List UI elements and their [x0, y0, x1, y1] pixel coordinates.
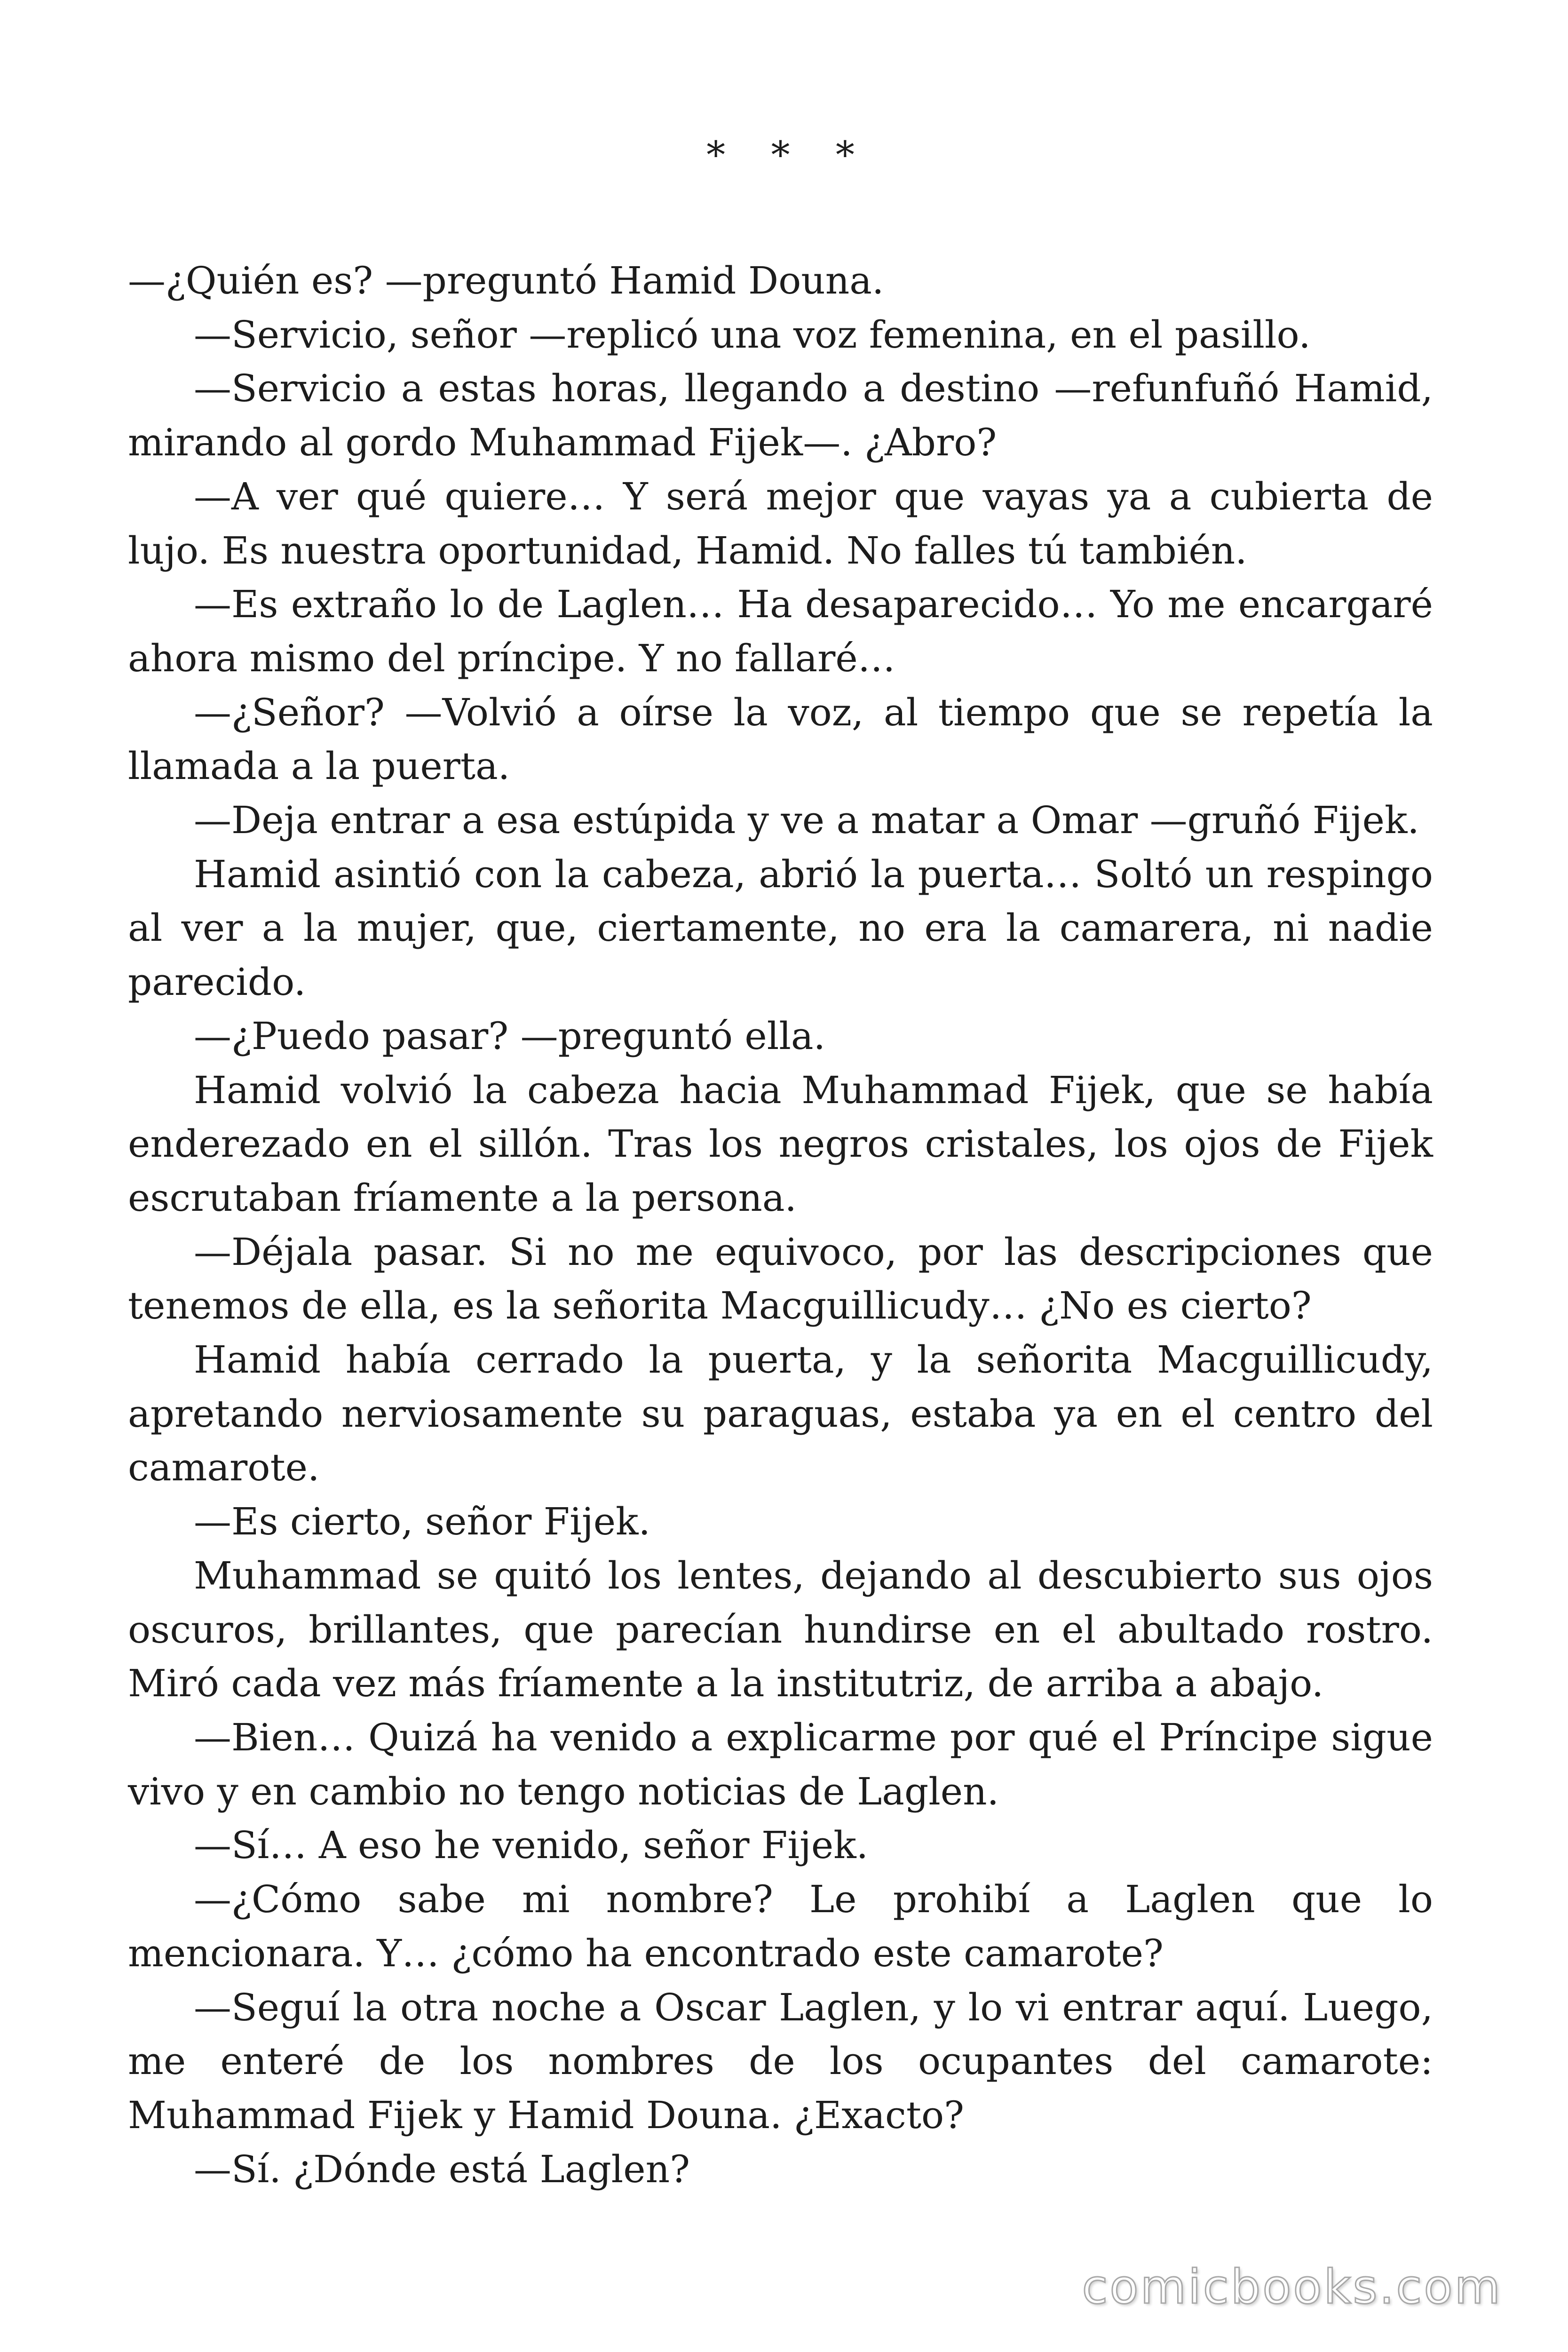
- paragraph: —Sí… A eso he venido, señor Fijek.: [194, 1823, 869, 1867]
- paragraph: —¿Señor? —Volvió a oírse la voz, al tiempo que se repetía la llamada a la puerta.: [128, 690, 1433, 788]
- paragraph: —Es extraño lo de Laglen… Ha desaparecido… Yo me encargaré ahora mismo del príncipe. Y no fallaré…: [128, 582, 1433, 680]
- paragraph: —Servicio, señor —replicó una voz femenina, en el pasillo.: [194, 312, 1311, 357]
- paragraph: —Es cierto, señor Fijek.: [194, 1500, 650, 1544]
- scene-break: * * *: [706, 133, 871, 177]
- paragraph: —Bien… Quizá ha venido a explicarme por qué el Príncipe sigue vivo y en cambio no tengo noticias de Laglen.: [128, 1715, 1433, 1813]
- paragraph: —Déjala pasar. Si no me equivoco, por las descripciones que tenemos de ella, es la señorita Macguillicudy… ¿No es cierto?: [128, 1230, 1433, 1328]
- paragraph: —Sí. ¿Dónde está Laglen?: [194, 2147, 690, 2191]
- paragraph: —Servicio a estas horas, llegando a destino —refunfuñó Hamid, mirando al gordo Muhammad Fijek—. ¿Abro?: [128, 366, 1433, 465]
- paragraph: —Seguí la otra noche a Oscar Laglen, y lo vi entrar aquí. Luego, me enteré de los nombres de los ocupantes del camarote: Muhammad Fijek y Hamid Douna. ¿Exacto?: [128, 1985, 1433, 2137]
- text-body: [128, 254, 1433, 2196]
- paragraph: Hamid había cerrado la puerta, y la señorita Macguillicudy, apretando nerviosamente su paraguas, estaba ya en el centro del camarote.: [128, 1338, 1433, 1490]
- book-page: [128, 127, 1433, 2196]
- watermark: comicbooks.com: [1082, 2259, 1502, 2314]
- paragraph: —Deja entrar a esa estúpida y ve a matar a Omar —gruñó Fijek.: [194, 798, 1419, 842]
- paragraph: Hamid volvió la cabeza hacia Muhammad Fijek, que se había enderezado en el sillón. Tras los negros cristales, los ojos de Fijek escrutaban fríamente a la persona.: [128, 1068, 1433, 1220]
- paragraph: Muhammad se quitó los lentes, dejando al descubierto sus ojos oscuros, brillantes, que parecían hundirse en el abultado rostro. Miró cada vez más fríamente a la institutriz, de arriba a abajo.: [128, 1553, 1433, 1706]
- paragraph: —¿Cómo sabe mi nombre? Le prohibí a Laglen que lo mencionara. Y… ¿cómo ha encontrado este camarote?: [128, 1877, 1433, 1975]
- paragraph: —A ver qué quiere… Y será mejor que vayas ya a cubierta de lujo. Es nuestra oportunidad, Hamid. No falles tú también.: [128, 474, 1433, 572]
- paragraph: —¿Puedo pasar? —preguntó ella.: [194, 1014, 826, 1058]
- paragraph: Hamid asintió con la cabeza, abrió la puerta… Soltó un respingo al ver a la mujer, que, ciertamente, no era la camarera, ni nadie parecido.: [128, 852, 1433, 1004]
- paragraph: —¿Quién es? —preguntó Hamid Douna.: [128, 259, 884, 302]
